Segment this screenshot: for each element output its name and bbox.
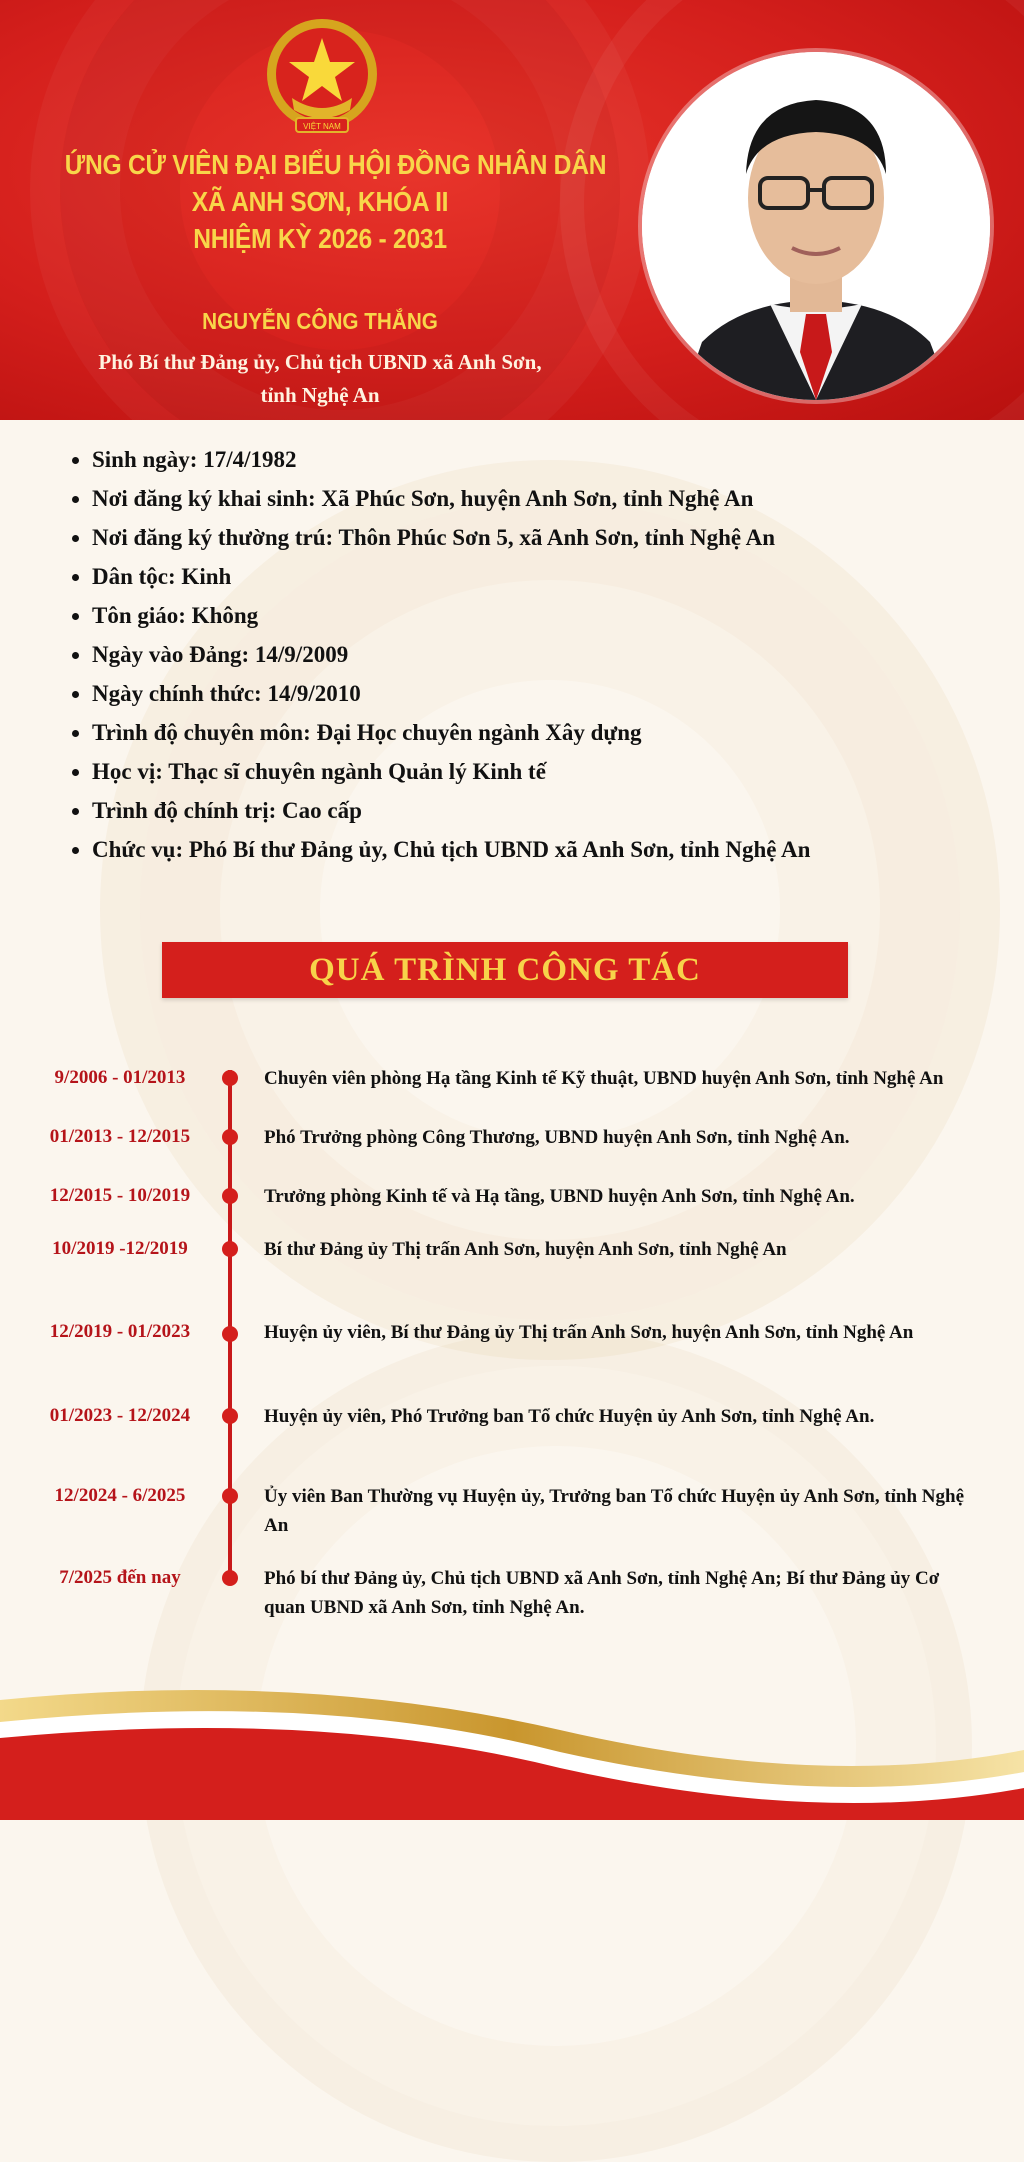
role-line-1: Phó Bí thư Đảng ủy, Chủ tịch UBND xã Anh Sơn, xyxy=(98,350,542,374)
timeline-date: 9/2006 - 01/2013 xyxy=(54,1067,186,1088)
info-item-party-join-date: • Ngày vào Đảng: 14/9/2009 xyxy=(92,635,1024,674)
candidate-role xyxy=(40,346,600,412)
timeline-text: Trưởng phòng Kinh tế và Hạ tầng, UBND huyện Anh Sơn, tỉnh Nghệ An. xyxy=(264,1186,855,1207)
page-title xyxy=(64,146,607,257)
footer-wave xyxy=(0,1660,1024,1820)
timeline-dot xyxy=(222,1326,238,1342)
timeline-text: Huyện ủy viên, Bí thư Đảng ủy Thị trấn Anh Sơn, huyện Anh Sơn, tỉnh Nghệ An xyxy=(264,1322,914,1343)
timeline-dot xyxy=(222,1488,238,1504)
candidate-photo xyxy=(642,52,990,400)
timeline-date: 01/2013 - 12/2015 xyxy=(49,1126,191,1147)
info-item-official-date: • Ngày chính thức: 14/9/2010 xyxy=(92,674,1024,713)
section-title-work-history: QUÁ TRÌNH CÔNG TÁC xyxy=(162,942,848,998)
timeline-date: 7/2025 đến nay xyxy=(59,1567,181,1588)
timeline-date: 10/2019 -12/2019 xyxy=(52,1238,188,1259)
personal-info-list xyxy=(60,440,1024,869)
role-line-2: tỉnh Nghệ An xyxy=(260,383,380,407)
title-line-2: XÃ ANH SƠN, KHÓA II xyxy=(191,186,449,217)
timeline-dot xyxy=(222,1070,238,1086)
info-item-degree: • Học vị: Thạc sĩ chuyên ngành Quản lý Kinh tế xyxy=(92,752,1024,791)
timeline-dot xyxy=(222,1188,238,1204)
header-banner xyxy=(0,0,1024,420)
timeline-text: Huyện ủy viên, Phó Trưởng ban Tổ chức Huyện ủy Anh Sơn, tỉnh Nghệ An. xyxy=(264,1406,875,1427)
timeline-date: 12/2019 - 01/2023 xyxy=(49,1321,191,1342)
timeline-dot xyxy=(222,1129,238,1145)
title-line-3: NHIỆM KỲ 2026 - 2031 xyxy=(193,223,447,254)
timeline-text: Ủy viên Ban Thường vụ Huyện ủy, Trưởng ban Tổ chức Huyện ủy Anh Sơn, tỉnh Nghệ An xyxy=(264,1486,965,1536)
candidate-name: NGUYỄN CÔNG THẮNG xyxy=(202,308,438,334)
timeline-date: 12/2015 - 10/2019 xyxy=(49,1185,191,1206)
title-line-1: ỨNG CỬ VIÊN ĐẠI BIỂU HỘI ĐỒNG NHÂN DÂN xyxy=(64,149,607,180)
info-item-position: • Chức vụ: Phó Bí thư Đảng ủy, Chủ tịch UBND xã Anh Sơn, tỉnh Nghệ An xyxy=(92,830,1024,869)
national-emblem-icon xyxy=(262,14,382,144)
timeline-dot xyxy=(222,1570,238,1586)
timeline-text: Phó bí thư Đảng ủy, Chủ tịch UBND xã Anh Sơn, tỉnh Nghệ An; Bí thư Đảng ủy Cơ quan UBND xã Anh Sơn, tỉnh Nghệ An. xyxy=(264,1568,940,1618)
info-item-political-level: • Trình độ chính trị: Cao cấp xyxy=(92,791,1024,830)
info-item-ethnicity: • Dân tộc: Kinh xyxy=(92,557,1024,596)
timeline-text: Chuyên viên phòng Hạ tầng Kinh tế Kỹ thuật, UBND huyện Anh Sơn, tỉnh Nghệ An xyxy=(264,1068,944,1089)
info-item-residence: • Nơi đăng ký thường trú: Thôn Phúc Sơn 5, xã Anh Sơn, tỉnh Nghệ An xyxy=(92,518,1024,557)
timeline-text: Bí thư Đảng ủy Thị trấn Anh Sơn, huyện Anh Sơn, tỉnh Nghệ An xyxy=(264,1239,787,1260)
timeline-dot xyxy=(222,1241,238,1257)
info-item-birthplace: • Nơi đăng ký khai sinh: Xã Phúc Sơn, huyện Anh Sơn, tỉnh Nghệ An xyxy=(92,479,1024,518)
timeline-date: 12/2024 - 6/2025 xyxy=(54,1485,186,1506)
timeline-text: Phó Trưởng phòng Công Thương, UBND huyện Anh Sơn, tỉnh Nghệ An. xyxy=(264,1127,850,1148)
timeline-dot xyxy=(222,1408,238,1424)
info-item-education: • Trình độ chuyên môn: Đại Học chuyên ngành Xây dựng xyxy=(92,713,1024,752)
info-item-birthdate: • Sinh ngày: 17/4/1982 xyxy=(92,440,1024,479)
timeline-date: 01/2023 - 12/2024 xyxy=(49,1405,191,1426)
emblem-label: VIỆT NAM xyxy=(303,122,341,131)
info-item-religion: • Tôn giáo: Không xyxy=(92,596,1024,635)
portrait-icon xyxy=(642,52,990,400)
